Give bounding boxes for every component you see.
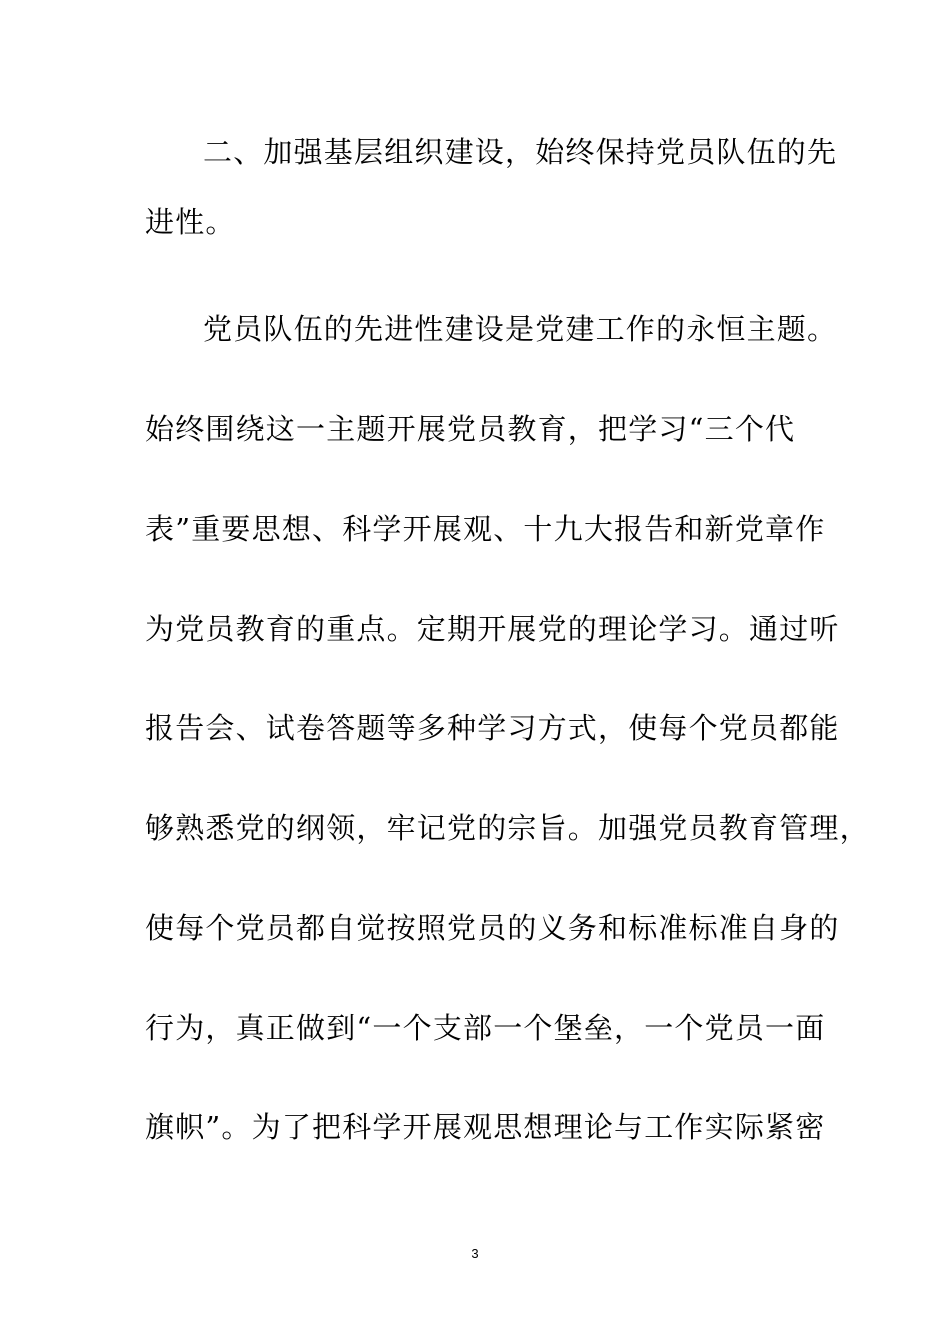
paragraph-line-5: 报告会、试卷答题等多种学习方式，使每个党员都能 <box>145 711 840 745</box>
paragraph-line-9: 旗帜”。为了把科学开展观思想理论与工作实际紧密 <box>145 1110 826 1144</box>
paragraph-line-3: 表”重要思想、科学开展观、十九大报告和新党章作 <box>145 512 826 546</box>
paragraph-line-1: 党员队伍的先进性建设是党建工作的永恒主题。 <box>203 312 838 346</box>
paragraph-line-7: 使每个党员都自觉按照党员的义务和标准标准自身的 <box>145 911 840 945</box>
page-number: 3 <box>471 1246 479 1261</box>
paragraph-heading-line-2: 进性。 <box>145 205 236 239</box>
paragraph-line-6: 够熟悉党的纲领，牢记党的宗旨。加强党员教育管理， <box>145 811 870 845</box>
paragraph-line-8: 行为，真正做到“一个支部一个堡垒，一个党员一面 <box>145 1011 826 1045</box>
paragraph-line-4: 为党员教育的重点。定期开展党的理论学习。通过听 <box>145 612 840 646</box>
paragraph-heading-line-1: 二、加强基层组织建设，始终保持党员队伍的先 <box>203 135 838 169</box>
paragraph-line-2: 始终围绕这一主题开展党员教育，把学习“三个代 <box>145 412 796 446</box>
